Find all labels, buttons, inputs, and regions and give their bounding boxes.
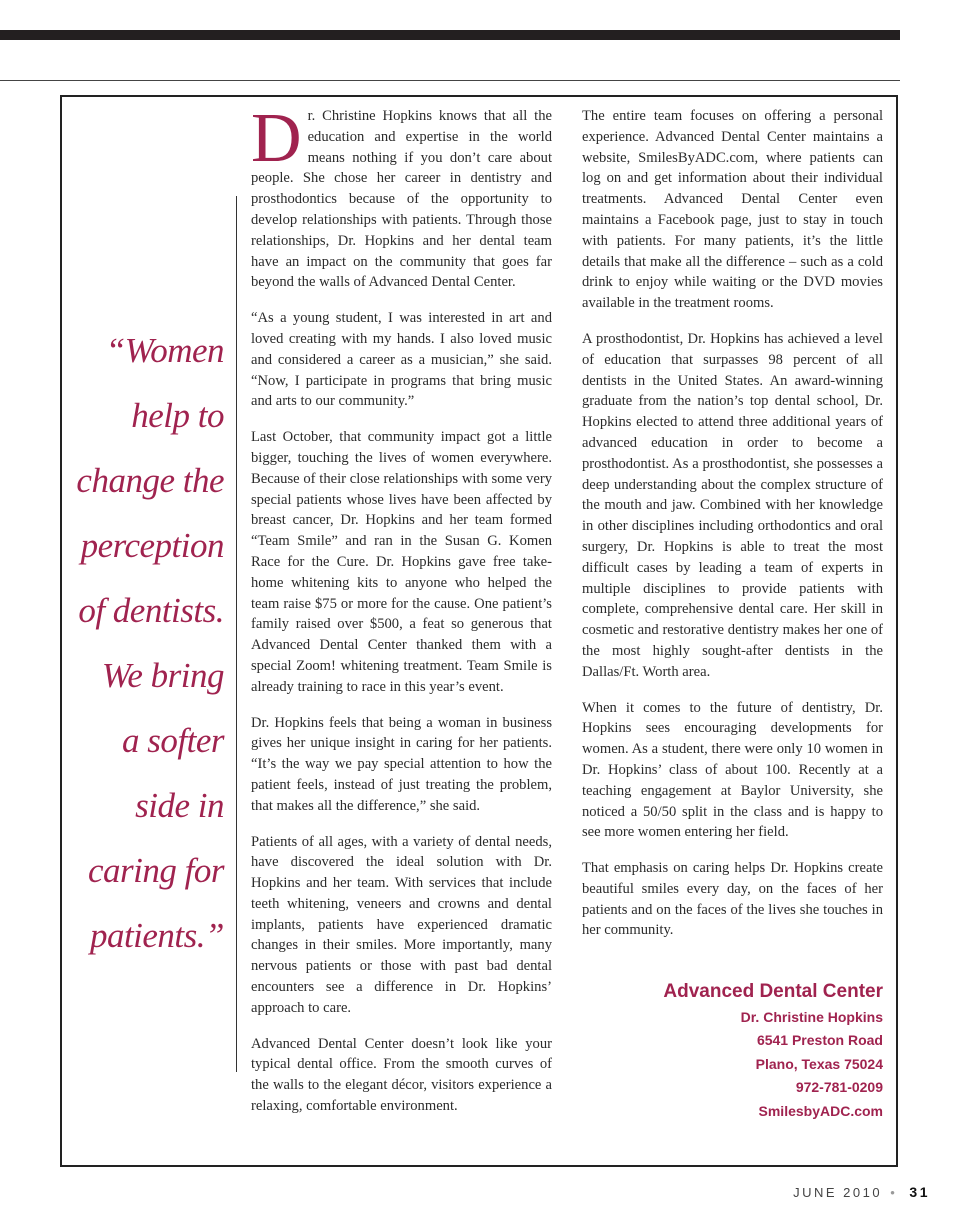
pull-quote-line: perception <box>80 526 224 565</box>
drop-cap: D <box>251 100 302 177</box>
article-paragraph <box>251 100 552 293</box>
pull-quote-line: We bring <box>101 656 224 695</box>
article-column-left <box>251 100 552 1132</box>
pull-quote-line: help to <box>131 396 224 435</box>
pull-quote-line: side in <box>135 786 224 825</box>
pull-quote-line: a softer <box>122 721 224 760</box>
column-divider <box>236 196 237 1072</box>
separator-dot: • <box>890 1185 898 1200</box>
pull-quote-line: of dentists. <box>78 591 224 630</box>
website: SmilesbyADC.com <box>758 1102 883 1119</box>
article-column-right <box>582 106 883 956</box>
article-paragraph: That emphasis on caring helps Dr. Hopkins create beautiful smiles every day, on the faces of her patients and on the faces of the lives she touches in her community. <box>582 860 883 939</box>
pull-quote <box>70 318 224 968</box>
street-address: 6541 Preston Road <box>756 1032 883 1049</box>
pull-quote-line: “Women <box>105 331 224 370</box>
article-paragraph: The entire team focuses on offering a personal experience. Advanced Dental Center maintains a website, SmilesByADC.com, where patients can log on and get information about their individual treatments. Advanced Dental Center even maintains a Facebook page, just to stay in touch with patients. For many patients, it’s the little details that make all the difference – such as a cold drink to enjoy while waiting or the DVD movies available in the treatment rooms. <box>582 108 883 312</box>
pull-quote-line: patients.” <box>89 916 224 955</box>
pull-quote-line: change the <box>76 461 224 500</box>
city-state-zip: Plano, Texas 75024 <box>755 1055 883 1072</box>
doctor-name: Dr. Christine Hopkins <box>740 1009 883 1025</box>
phone-number: 972-781-0209 <box>795 1079 883 1096</box>
article-paragraph: When it comes to the future of dentistry, Dr. Hopkins sees encouraging developments for women. As a student, there were only 10 women in Dr. Hopkins’ class of about 100. Recently at a teaching engagement at Baylor University, she noticed a 50/50 split in the class and is happy to see more women entering her field. <box>582 699 883 841</box>
paragraph-text: r. Christine Hopkins knows that all the education and expertise in the world means nothing if you don’t care about people. She chose her career in dentistry and prosthodontics because of the opportunity to develop relationships with patients. Through those relationships, Dr. Hopkins and her dental team have an impact on the community that goes far beyond the walls of Advanced Dental Center. <box>251 108 552 291</box>
issue-date: JUNE 2010 <box>793 1185 883 1200</box>
pull-quote-line: caring for <box>88 851 224 890</box>
article-paragraph: Last October, that community impact got a little bigger, touching the lives of women everywhere. Because of their close relationships with some very special patients whose lives have been affected by breast cancer, Dr. Hopkins and her team formed “Team Smile” and ran in the Susan G. Komen Race for the Cure. Dr. Hopkins gave free take-home whitening kits to anyone who helped the team raise $75 or more for the cause. One patient’s family raised over $500, a feat so generous that Advanced Dental Center thanked them with a special Zoom! whitening treatment. Team Smile is already training to race in this year’s event. <box>251 429 552 695</box>
article-paragraph: Dr. Hopkins feels that being a woman in business gives her unique insight in caring for her patients. “It’s the way we pay special attention to how the patient feels, instead of just treating the problem, that makes all the difference,” she said. <box>251 714 552 814</box>
top-rule-bar <box>0 30 900 40</box>
header-hairline <box>0 80 900 81</box>
article-paragraph: Patients of all ages, with a variety of dental needs, have discovered the ideal solution with Dr. Hopkins and her team. With services that include teeth whitening, veneers and crowns and dental implants, patients have experienced dramatic changes in their smiles. More importantly, many nervous patients or those with past bad dental encounters see a difference in Dr. Hopkins’ approach to care. <box>251 833 552 1016</box>
practice-name: Advanced Dental Center <box>663 981 883 1002</box>
article-paragraph: Advanced Dental Center doesn’t look like your typical dental office. From the smooth curves of the walls to the elegant décor, visitors experience a relaxing, comfortable environment. <box>251 1035 552 1115</box>
page-footer <box>793 1184 930 1200</box>
page-number: 31 <box>909 1184 930 1200</box>
contact-block <box>582 979 883 1123</box>
article-paragraph: “As a young student, I was interested in art and loved creating with my hands. I also loved music and considered a career as a musician,” she said. “Now, I participate in programs that bring music and arts to our community.” <box>251 310 552 410</box>
article-paragraph: A prosthodontist, Dr. Hopkins has achieved a level of education that surpasses 98 percent of all dentists in the United States. An award-winning graduate from the nation’s top dental school, Dr. Hopkins elected to attend three additional years of advanced education in order to become a prosthodontist. As a prosthodontist, she possesses a deep understanding about the complex structure of the mouth and jaw. Combined with her knowledge in other disciplines including orthodontics and oral surgery, Dr. Hopkins is able to treat the most difficult cases by leading a team of experts in multiple disciplines to provide patients with complete, comprehensive dental care. Her skill in cosmetic and restorative dentistry makes her one of the most highly sought-after dentists in the Dallas/Ft. Worth area. <box>582 330 883 680</box>
